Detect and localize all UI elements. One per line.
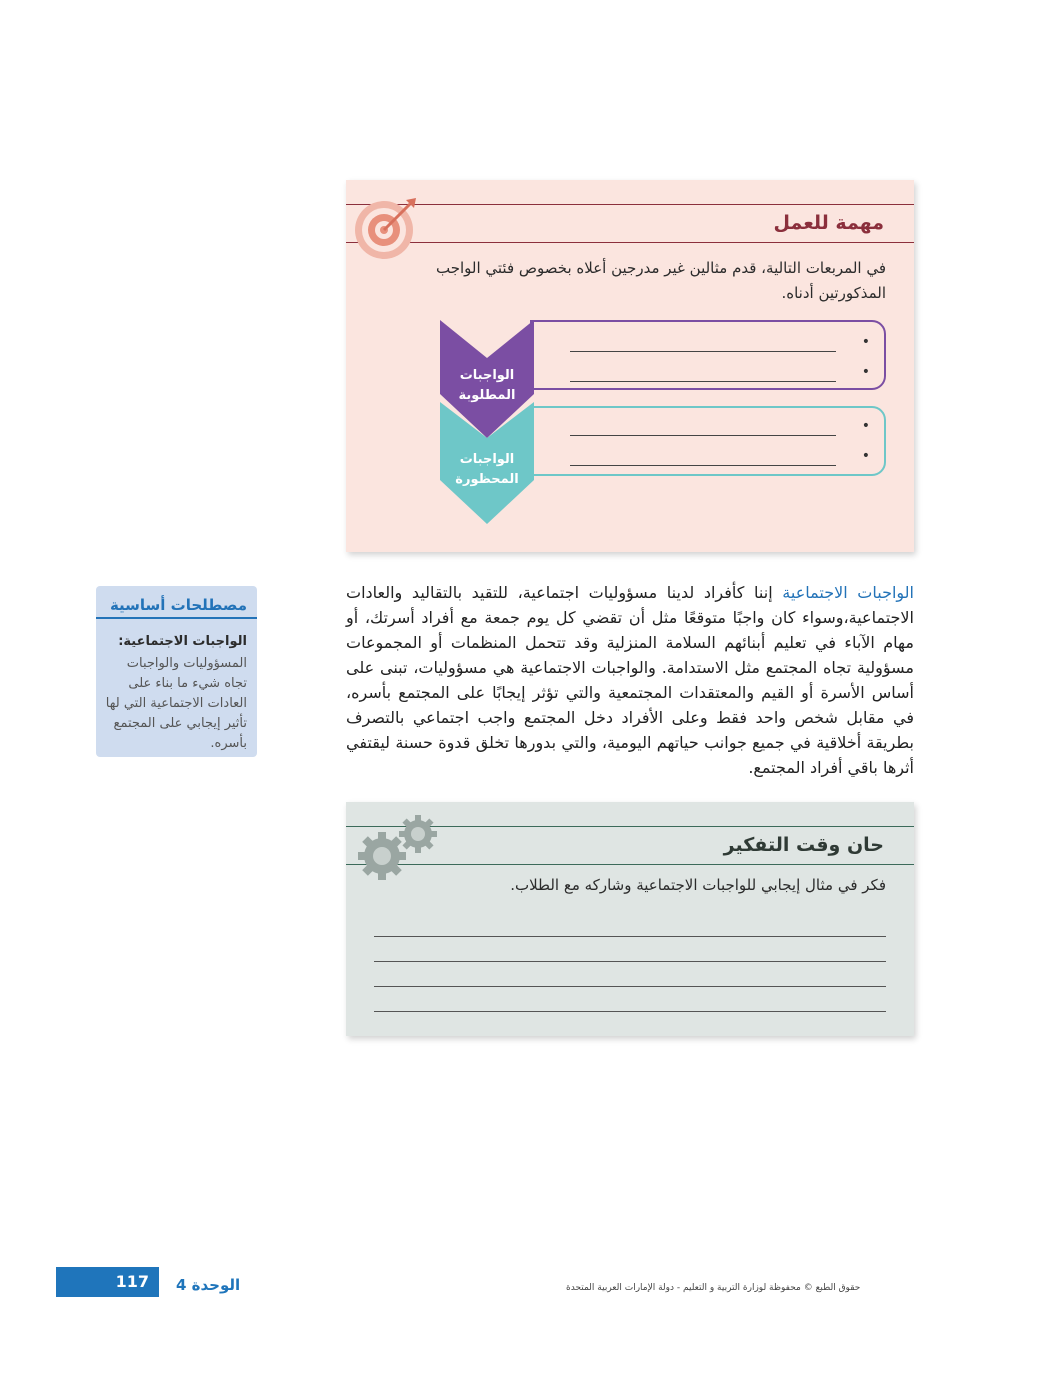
answer-line[interactable] [374,961,886,962]
task-title: مهمة للعمل [773,212,884,234]
required-duties-label: الواجبات المطلوبة [458,368,516,403]
thinking-title: حان وقت التفكير [723,834,884,856]
answer-line[interactable] [374,1011,886,1012]
key-term-definition: المسؤوليات والواجبات تجاه شيء ما بناء على العادات الاجتماعية التي لها تأثير إيجابي على المجتمع بأسره. [105,656,247,751]
thinking-instruction: فكر في مثال إيجابي للواجبات الاجتماعية وشاركه مع الطلاب. [510,876,886,894]
copyright-notice: حقوق الطبع © محفوظة لوزارة التربية و التعليم - دولة الإمارات العربية المتحدة [566,1283,861,1293]
bullet: • [861,448,870,464]
target-icon [354,194,420,260]
forbidden-duties-panel [530,406,886,476]
required-duties-panel [530,320,886,390]
bullet: • [861,334,870,350]
forbidden-duties-chevron [440,402,534,524]
answer-line[interactable] [570,465,836,466]
task-box [346,180,914,552]
answer-line[interactable] [570,351,836,352]
page-number: 117 [115,1272,149,1291]
task-instruction: في المربعات التالية، قدم مثالين غير مدرجين أعلاه بخصوص فئتي الواجب المذكورتين أدناه. [435,259,886,302]
forbidden-duties-label: الواجبات المحظورة [455,452,519,487]
paragraph-body: إننا كأفراد لدينا مسؤوليات اجتماعية، للتقيد بالتقاليد والعادات الاجتماعية،وسواء كان واجبًا متوقعًا مثل أن تقضي كل يوم جمعة مع أفراد أسرتك، أو مهام الآباء في تعليم أبنائهم السلامة المنزلية وقد تتحمل المنظمات أو المجموعات مسؤولية تجاه المجتمع مثل الاستدامة. والواجبات الاجتماعية هي مسؤوليات، تبنى على أساس الأسرة أو القيم والمعتقدات المجتمعية والتي تؤثر إيجابًا على المجتمع بأسره، في مقابل شخص واحد فقط وعلى الأفراد دخل المجتمع واجب اجتماعي بالتصرف بطريقة أخلاقية في جميع جوانب حياتهم اليومية، والتي بدورها تخلق قدوة حسنة ليقتفي أثرها باقي أفراد المجتمع. [346,583,914,777]
header-rule [346,204,914,205]
unit-label: الوحدة 4 [176,1276,241,1294]
main-paragraph [346,580,914,780]
key-term: الواجبات الاجتماعية: [118,634,247,649]
bullet: • [861,364,870,380]
bullet: • [861,418,870,434]
thinking-box [346,802,914,1036]
header-rule [346,242,914,243]
answer-line[interactable] [374,986,886,987]
gears-icon [354,812,442,884]
key-terms-rule [96,617,257,619]
answer-line[interactable] [374,936,886,937]
answer-line[interactable] [570,381,836,382]
key-terms-title: مصطلحات أساسية [109,596,247,614]
answer-line[interactable] [570,435,836,436]
key-terms-box [96,586,257,757]
highlight-term: الواجبات الاجتماعية [782,583,914,602]
page-number-bar [56,1267,159,1297]
